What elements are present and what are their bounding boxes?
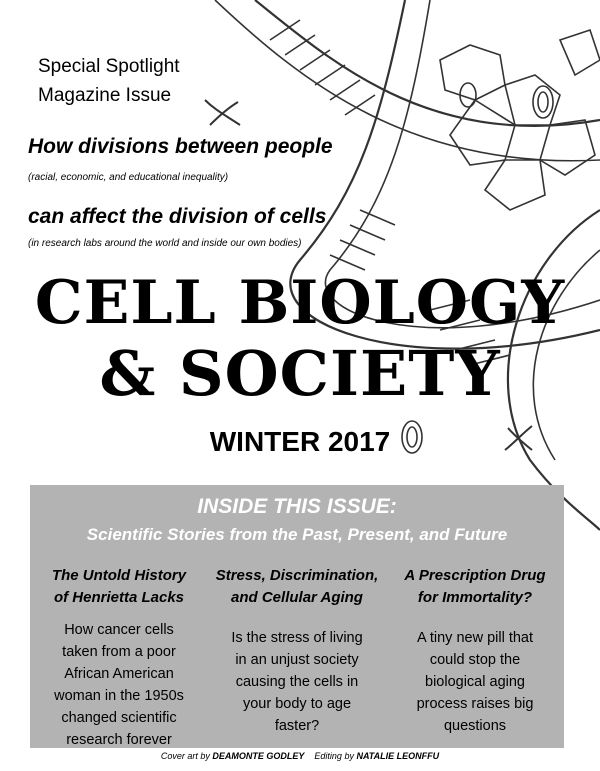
article-desc-line: A tiny new pill that (416, 630, 534, 646)
article-description (30, 619, 208, 751)
article-title-line: The Untold History (51, 567, 187, 584)
article-desc-line: faster? (274, 718, 320, 734)
article-desc-line: in an unjust society (235, 652, 359, 668)
spotlight-line-2: Magazine Issue (38, 85, 172, 106)
inside-subheading: Scientific Stories from the Past, Present, and Future (86, 525, 508, 544)
article-desc-line: Is the stress of living (231, 630, 363, 646)
issue-date: WINTER 2017 (209, 426, 391, 457)
magazine-title-line-2: & SOCIETY (99, 337, 501, 410)
article-description (208, 627, 386, 737)
headline-2: can affect the division of cells (28, 205, 327, 228)
article-desc-line: taken from a poor (62, 644, 176, 660)
article-desc-line: How cancer cells (64, 622, 174, 638)
headline-1: How divisions between people (28, 135, 333, 158)
subheadline-2: (in research labs around the world and inside our own bodies) (28, 238, 302, 249)
article-stress-discrimination (208, 565, 386, 737)
article-henrietta-lacks (30, 565, 208, 751)
article-desc-line: biological aging (425, 674, 525, 690)
article-title-line: of Henrietta Lacks (53, 589, 185, 606)
art-credit-label: Cover art by (160, 751, 210, 761)
art-credit-name: DEAMONTE GODLEY (212, 751, 305, 761)
article-description (386, 627, 564, 737)
edit-credit-name: NATALIE LEONFFU (356, 751, 440, 761)
article-title (208, 565, 386, 609)
magazine-title-line-1: CELL BIOLOGY (34, 268, 566, 338)
spotlight-label (38, 52, 180, 110)
article-prescription-drug (386, 565, 564, 737)
article-desc-line: research forever (66, 732, 172, 748)
article-desc-line: causing the cells in (235, 674, 359, 690)
subheadline-1: (racial, economic, and educational inequality) (28, 172, 229, 183)
article-title-line: Stress, Discrimination, (215, 567, 379, 584)
article-desc-line: your body to age (242, 696, 352, 712)
article-desc-line: African American (64, 666, 174, 682)
spotlight-line-1: Special Spotlight (38, 56, 180, 77)
article-title (30, 565, 208, 609)
edit-credit-label: Editing by (314, 751, 354, 761)
article-desc-line: process raises big (416, 696, 534, 712)
article-desc-line: could stop the (429, 652, 521, 668)
inside-this-issue-panel (30, 485, 564, 748)
article-desc-line: changed scientific (61, 710, 177, 726)
article-title-line: and Cellular Aging (231, 589, 363, 606)
article-title (386, 565, 564, 609)
article-title-line: for Immortality? (417, 589, 533, 606)
inside-heading: INSIDE THIS ISSUE: (197, 495, 397, 518)
article-title-line: A Prescription Drug (404, 567, 546, 584)
credits (0, 751, 600, 761)
article-desc-line: questions (443, 718, 507, 734)
article-desc-line: woman in the 1950s (54, 688, 184, 704)
